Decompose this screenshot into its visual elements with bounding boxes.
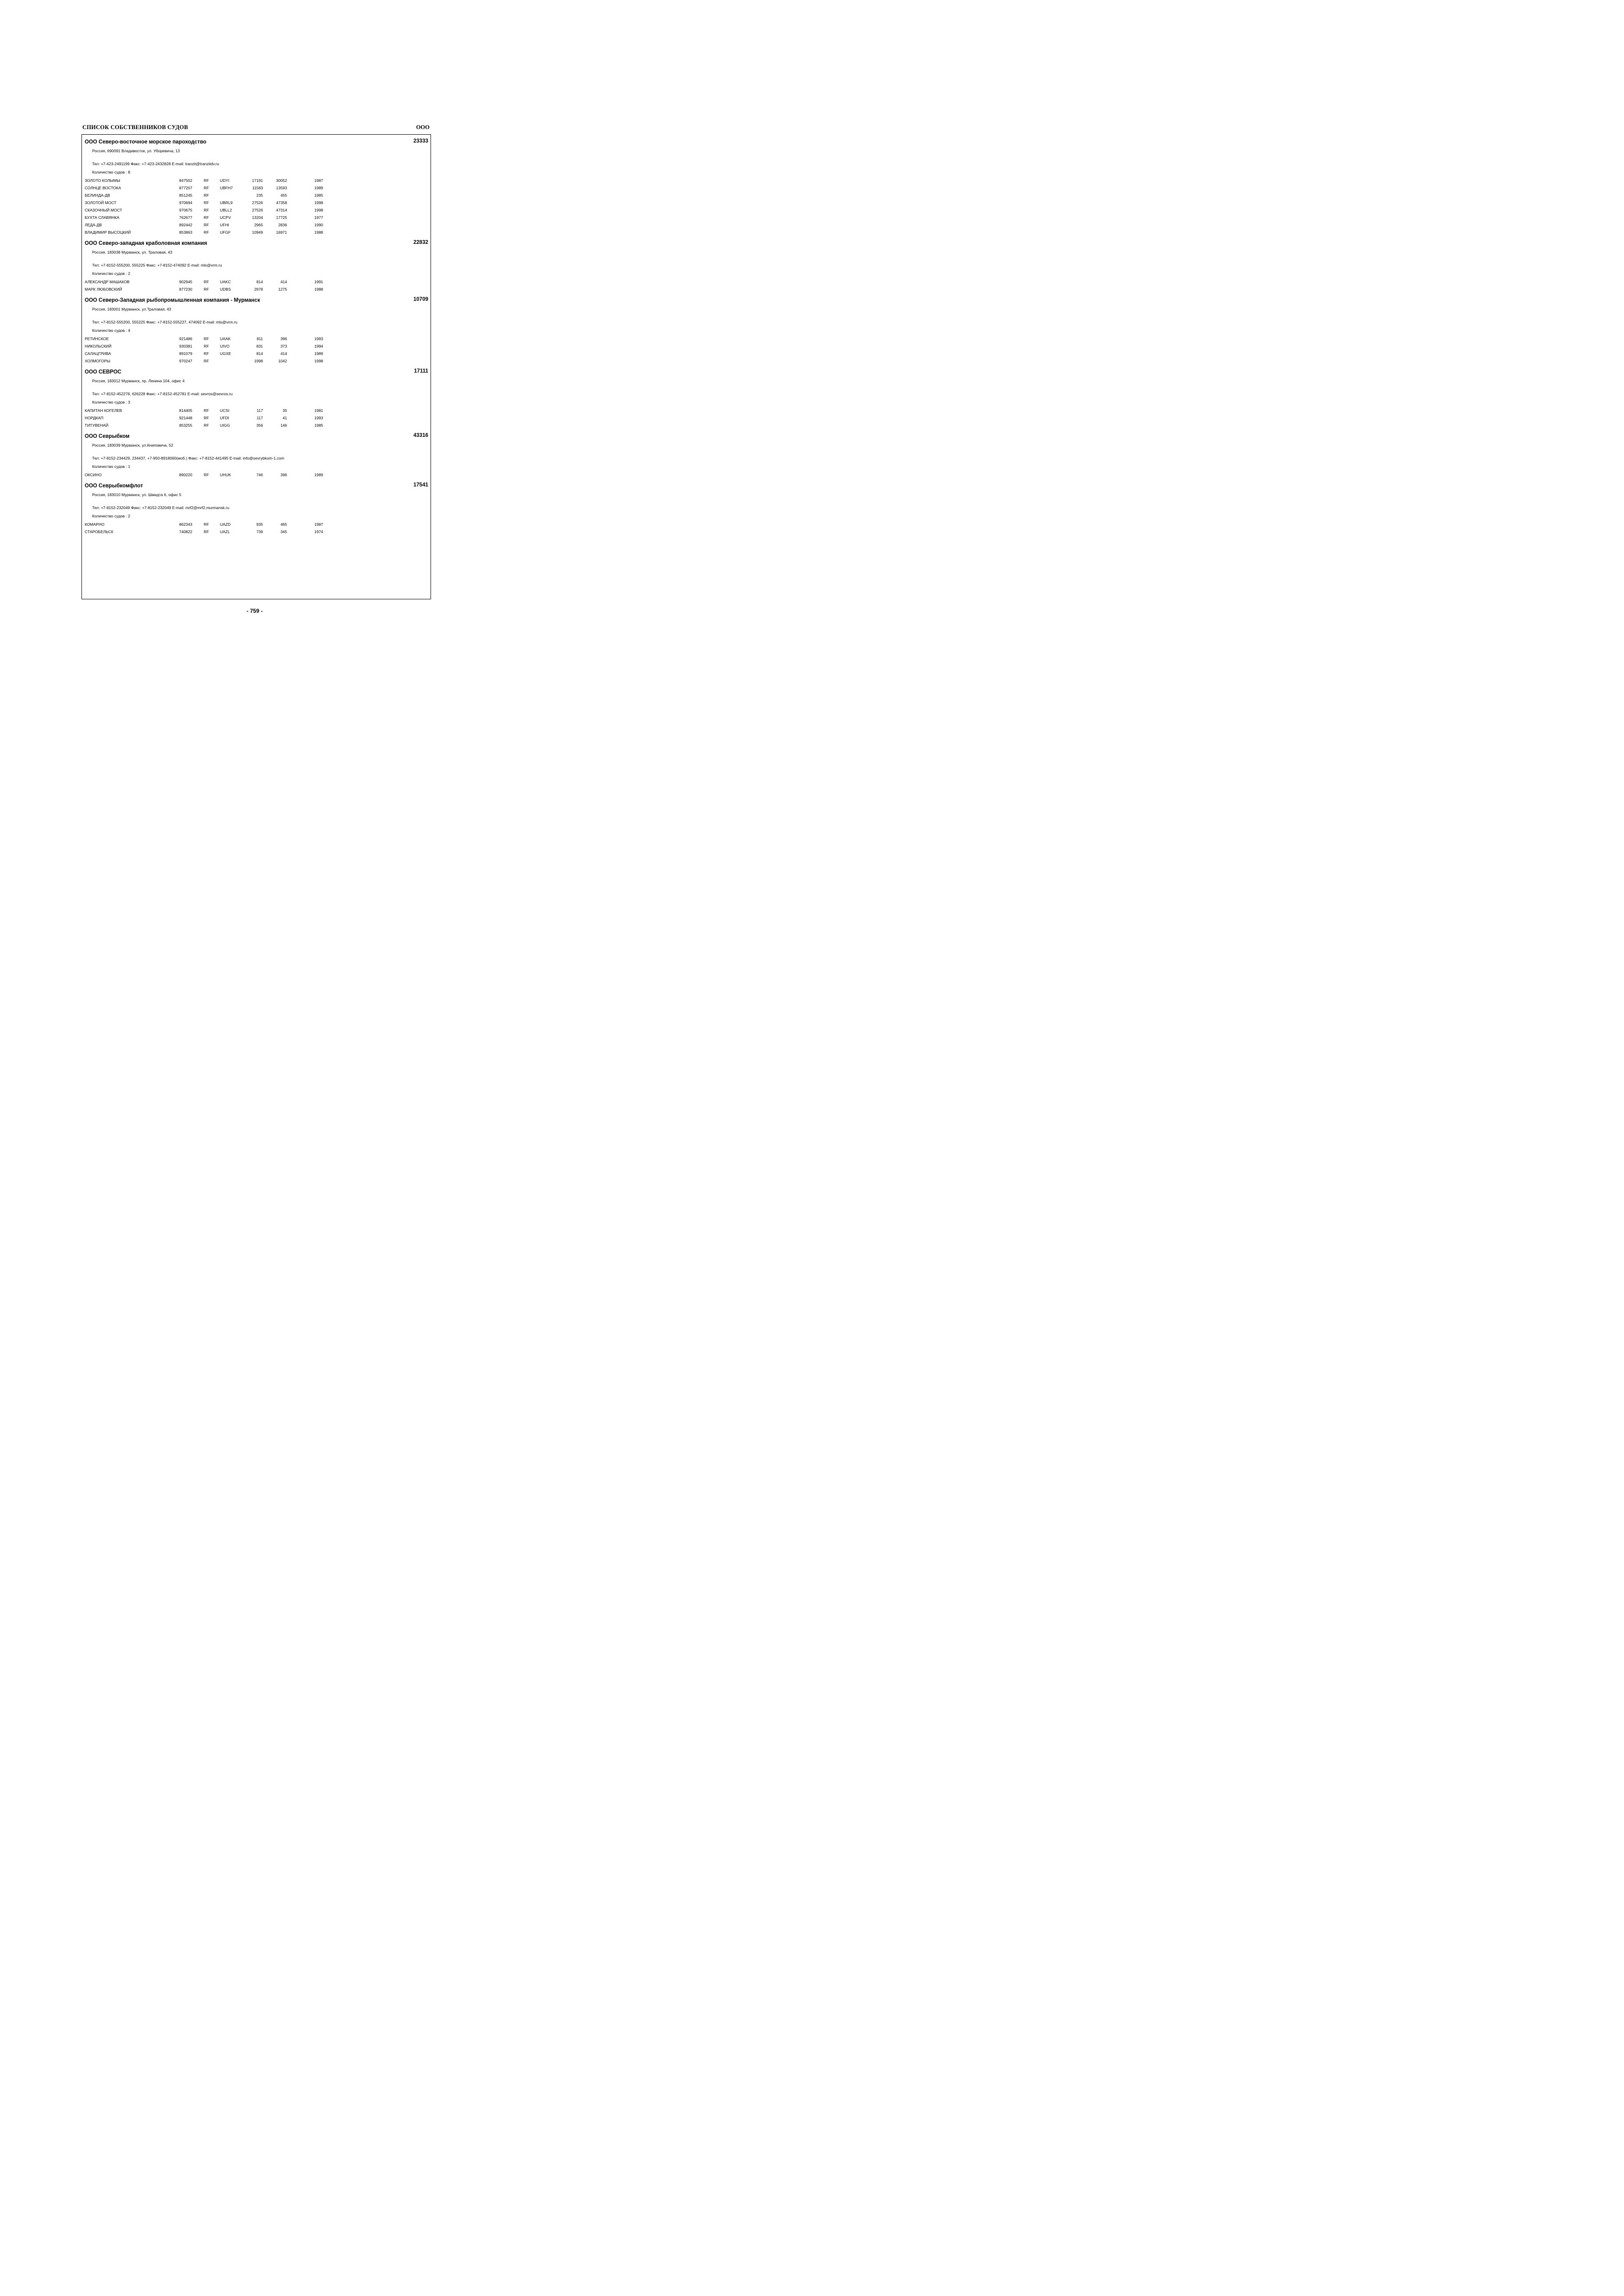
ship-gt: 814 xyxy=(256,351,263,356)
owner-address: Россия, 183010 Мурманск, ул. Шмидта 6, офис 5 xyxy=(92,492,181,497)
ship-year: 1993 xyxy=(314,336,323,341)
ship-year: 1974 xyxy=(314,529,323,534)
ship-gt: 831 xyxy=(256,344,263,348)
ship-name: ЛЕДА-ДВ xyxy=(85,223,102,227)
ship-count: Количество судов : 2 xyxy=(92,514,131,518)
ship-gt: 739 xyxy=(256,529,263,534)
ship-imo: 890220 xyxy=(179,473,193,477)
ship-row xyxy=(82,416,431,422)
ship-gt: 27526 xyxy=(252,200,263,205)
ship-dwt: 16971 xyxy=(276,230,287,235)
ship-row xyxy=(82,408,431,415)
ship-imo: 892442 xyxy=(179,223,193,227)
page-header-title: СПИСОК СОБСТВЕННИКОВ СУДОВ xyxy=(82,124,188,131)
ship-name: СОЛНЦЕ ВОСТОКА xyxy=(85,186,121,190)
ship-name: ЗОЛОТО КОЛЫМЫ xyxy=(85,178,120,183)
ship-dwt: 1275 xyxy=(278,287,287,292)
ship-name: СТАРОБЕЛЬСК xyxy=(85,529,113,534)
ship-row xyxy=(82,193,431,199)
ship-flag: RF xyxy=(204,416,209,420)
ship-year: 1987 xyxy=(314,522,323,527)
ship-year: 1988 xyxy=(314,230,323,235)
ship-gt: 235 xyxy=(256,193,263,198)
ship-callsign: UBFH7 xyxy=(220,186,233,190)
ship-row xyxy=(82,287,431,293)
ship-count: Количество судов : 1 xyxy=(92,464,131,469)
ship-callsign: UAZD xyxy=(220,522,231,527)
ship-year: 1981 xyxy=(314,408,323,413)
ship-name: КОМАРНО xyxy=(85,522,105,527)
owner-code: 23333 xyxy=(413,138,428,144)
owner-name: ООО СЕВРОС xyxy=(85,369,122,375)
ship-name: ЗОЛОТОЙ МОСТ xyxy=(85,200,117,205)
owner-name: ООО Северо-западная краболовная компания xyxy=(85,241,207,246)
ship-row xyxy=(82,215,431,222)
ship-row xyxy=(82,186,431,192)
ship-year: 1994 xyxy=(314,344,323,348)
ship-dwt: 41 xyxy=(282,416,287,420)
ship-imo: 740822 xyxy=(179,529,193,534)
ship-flag: RF xyxy=(204,178,209,183)
ship-imo: 902945 xyxy=(179,280,193,284)
ship-gt: 2978 xyxy=(254,287,263,292)
ship-imo: 970247 xyxy=(179,359,193,363)
owner-name: ООО Северо-восточное морское пароходство xyxy=(85,139,206,145)
ship-callsign: UFDI xyxy=(220,416,229,420)
ship-gt: 10949 xyxy=(252,230,263,235)
ship-callsign: UHUK xyxy=(220,473,231,477)
ship-gt: 2965 xyxy=(254,223,263,227)
ship-name: МАРК ЛЮБОВСКИЙ xyxy=(85,287,122,292)
ship-callsign: UCPV xyxy=(220,215,231,220)
owner-code: 17111 xyxy=(414,368,428,374)
ship-flag: RF xyxy=(204,230,209,235)
ship-flag: RF xyxy=(204,473,209,477)
ship-flag: RF xyxy=(204,208,209,212)
ship-row xyxy=(82,529,431,536)
ship-callsign: UFHI xyxy=(220,223,229,227)
ship-imo: 891079 xyxy=(179,351,193,356)
owner-address: Россия, 690091 Владивосток, ул. Уборевича, 13 xyxy=(92,149,180,153)
ship-callsign: UFGF xyxy=(220,230,231,235)
ship-imo: 853863 xyxy=(179,230,193,235)
ship-flag: RF xyxy=(204,223,209,227)
ship-flag: RF xyxy=(204,336,209,341)
ship-gt: 117 xyxy=(256,408,263,413)
ship-imo: 851245 xyxy=(179,193,193,198)
ship-count: Количество судов : 8 xyxy=(92,170,131,174)
ship-row xyxy=(82,423,431,429)
ship-year: 1993 xyxy=(314,416,323,420)
ship-row xyxy=(82,336,431,343)
ship-dwt: 47358 xyxy=(276,200,287,205)
ship-callsign: UIVO xyxy=(220,344,230,348)
ship-callsign: UIGG xyxy=(220,423,230,428)
ship-gt: 13204 xyxy=(252,215,263,220)
ship-year: 1985 xyxy=(314,423,323,428)
owner-contacts: Тел: +7-8152-232049 Факс: +7-8152-232049 E-mail: mrf2@mrf2.murmansk.ru xyxy=(92,505,230,510)
ship-row xyxy=(82,230,431,236)
ship-year: 1989 xyxy=(314,351,323,356)
ship-flag: RF xyxy=(204,200,209,205)
ship-name: КАПИТАН КОГЕЛЕВ xyxy=(85,408,122,413)
ship-dwt: 345 xyxy=(280,529,287,534)
ship-dwt: 30052 xyxy=(276,178,287,183)
ship-year: 1985 xyxy=(314,193,323,198)
ship-year: 1998 xyxy=(314,208,323,212)
ship-row xyxy=(82,223,431,229)
ship-count: Количество судов : 2 xyxy=(92,271,131,276)
ship-name: РЕТИНСКОЕ xyxy=(85,336,109,341)
owner-code: 10709 xyxy=(413,297,428,302)
ship-dwt: 17725 xyxy=(276,215,287,220)
ship-flag: RF xyxy=(204,344,209,348)
ship-name: ВЛАДИМИР ВЫСОЦКИЙ xyxy=(85,230,131,235)
ship-callsign: UDYI xyxy=(220,178,230,183)
ship-gt: 814 xyxy=(256,280,263,284)
ship-gt: 27526 xyxy=(252,208,263,212)
ship-dwt: 414 xyxy=(280,351,287,356)
ship-gt: 935 xyxy=(256,522,263,527)
owner-address: Россия, 183001 Мурманск, ул.Траловая, 43 xyxy=(92,307,171,311)
ship-imo: 847502 xyxy=(179,178,193,183)
ship-imo: 877207 xyxy=(179,186,193,190)
ship-flag: RF xyxy=(204,215,209,220)
ship-row xyxy=(82,522,431,529)
ship-year: 1987 xyxy=(314,178,323,183)
owner-name: ООО Северо-Западная рыбопромышленная компания - Мурманск xyxy=(85,298,260,303)
ship-name: САЛАЦГРИВА xyxy=(85,351,111,356)
owner-code: 22832 xyxy=(413,240,428,245)
owner-name: ООО Севрыбкомфлот xyxy=(85,483,143,489)
ship-gt: 811 xyxy=(256,336,263,341)
ship-flag: RF xyxy=(204,423,209,428)
ship-count: Количество судов : 4 xyxy=(92,328,131,333)
ship-name: СКАЗОЧНЫЙ МОСТ xyxy=(85,208,122,212)
ship-flag: RF xyxy=(204,351,209,356)
ship-flag: RF xyxy=(204,522,209,527)
ship-name: БЕЛИНДА-ДВ xyxy=(85,193,110,198)
ship-callsign: UBLL2 xyxy=(220,208,232,212)
ship-imo: 814405 xyxy=(179,408,193,413)
ship-row xyxy=(82,344,431,350)
ship-name: АЛЕКСАНДР МАШАКОВ xyxy=(85,280,130,284)
ship-dwt: 455 xyxy=(280,193,287,198)
ship-callsign: UDBS xyxy=(220,287,231,292)
ship-name: ОКСИНО xyxy=(85,473,102,477)
ship-callsign: UGXE xyxy=(220,351,231,356)
ship-imo: 921448 xyxy=(179,416,193,420)
owner-contacts: Тел: +7-8152-555200, 555225 Факс: +7-8152-474092 E-mail: mls@vrm.ru xyxy=(92,263,222,268)
ship-count: Количество судов : 3 xyxy=(92,400,131,404)
ship-flag: RF xyxy=(204,280,209,284)
owner-contacts: Тел: +7-423-2491199 Факс: +7-423-2432828 E-mail: tranzit@tranzitdv.ru xyxy=(92,162,219,166)
owner-contacts: Тел: +7-8152-555200, 555225 Факс: +7-8152-555227, 474092 E-mail: mls@vrm.ru xyxy=(92,320,237,324)
ship-year: 1998 xyxy=(314,359,323,363)
ship-gt: 117 xyxy=(256,416,263,420)
ship-row xyxy=(82,178,431,185)
ship-imo: 921486 xyxy=(179,336,193,341)
owner-name: ООО Севрыбком xyxy=(85,434,130,439)
ship-imo: 970675 xyxy=(179,208,193,212)
ship-row xyxy=(82,351,431,358)
ship-name: ХОЛМОГОРЫ xyxy=(85,359,111,363)
ship-flag: RF xyxy=(204,408,209,413)
ship-flag: RF xyxy=(204,359,209,363)
ship-dwt: 414 xyxy=(280,280,287,284)
ship-flag: RF xyxy=(204,287,209,292)
ship-year: 1988 xyxy=(314,287,323,292)
owner-code: 43316 xyxy=(413,433,428,438)
ship-dwt: 47314 xyxy=(276,208,287,212)
ship-name: НОРДКАП xyxy=(85,416,104,420)
ship-name: БУХТА СЛАВЯНКА xyxy=(85,215,119,220)
page-number: - 759 - xyxy=(246,608,263,614)
ship-callsign: UAKC xyxy=(220,280,231,284)
ship-imo: 877230 xyxy=(179,287,193,292)
ship-callsign: UAZL xyxy=(220,529,230,534)
ship-year: 1989 xyxy=(314,473,323,477)
ship-dwt: 1042 xyxy=(278,359,287,363)
ship-year: 1990 xyxy=(314,223,323,227)
owner-code: 17541 xyxy=(413,482,428,488)
ship-gt: 356 xyxy=(256,423,263,428)
ship-row xyxy=(82,473,431,479)
ship-year: 1991 xyxy=(314,280,323,284)
ship-imo: 762677 xyxy=(179,215,193,220)
ship-imo: 930381 xyxy=(179,344,193,348)
owner-contacts: Тел: +7-8152-234429, 234437, +7-950-8918060(моб.) Факс: +7-8152-441495 E-mail: info@sevrybkom-1.com xyxy=(92,456,284,460)
ship-row xyxy=(82,359,431,365)
ship-year: 1998 xyxy=(314,200,323,205)
owner-address: Россия, 183039 Мурманск, ул.Книповича, 52 xyxy=(92,443,174,448)
ship-year: 1977 xyxy=(314,215,323,220)
ship-row xyxy=(82,280,431,286)
ship-gt: 17191 xyxy=(252,178,263,183)
ship-flag: RF xyxy=(204,193,209,198)
page-header-tag: ООО xyxy=(416,124,430,131)
ship-dwt: 35 xyxy=(282,408,287,413)
ship-dwt: 465 xyxy=(280,522,287,527)
ship-year: 1989 xyxy=(314,186,323,190)
owner-contacts: Тел: +7-8152-452278, 626228 Факс: +7-8152-452781 E-mail: sevros@sevros.ru xyxy=(92,392,233,396)
ship-flag: RF xyxy=(204,529,209,534)
ship-callsign: UBRL9 xyxy=(220,200,233,205)
ship-dwt: 396 xyxy=(280,336,287,341)
owner-address: Россия, 183038 Мурманск, ул. Траловая, 43 xyxy=(92,250,172,255)
ship-dwt: 13593 xyxy=(276,186,287,190)
ship-imo: 862343 xyxy=(179,522,193,527)
ship-name: НИКОЛЬСКИЙ xyxy=(85,344,112,348)
ship-name: ТИТУВЕНАЙ xyxy=(85,423,109,428)
owner-address: Россия, 183012 Мурманск, пр. Ленина 104, офис 4 xyxy=(92,379,185,383)
ship-dwt: 396 xyxy=(280,473,287,477)
ship-row xyxy=(82,200,431,207)
ship-callsign: UCSI xyxy=(220,408,230,413)
ship-imo: 853255 xyxy=(179,423,193,428)
ship-row xyxy=(82,208,431,214)
ship-callsign: UAAK xyxy=(220,336,231,341)
owners-frame xyxy=(81,134,431,599)
ship-dwt: 2836 xyxy=(278,223,287,227)
ship-flag: RF xyxy=(204,186,209,190)
ship-imo: 970694 xyxy=(179,200,193,205)
ship-gt: 11583 xyxy=(252,186,263,190)
ship-dwt: 146 xyxy=(280,423,287,428)
ship-dwt: 373 xyxy=(280,344,287,348)
ship-gt: 1998 xyxy=(254,359,263,363)
ship-gt: 746 xyxy=(256,473,263,477)
